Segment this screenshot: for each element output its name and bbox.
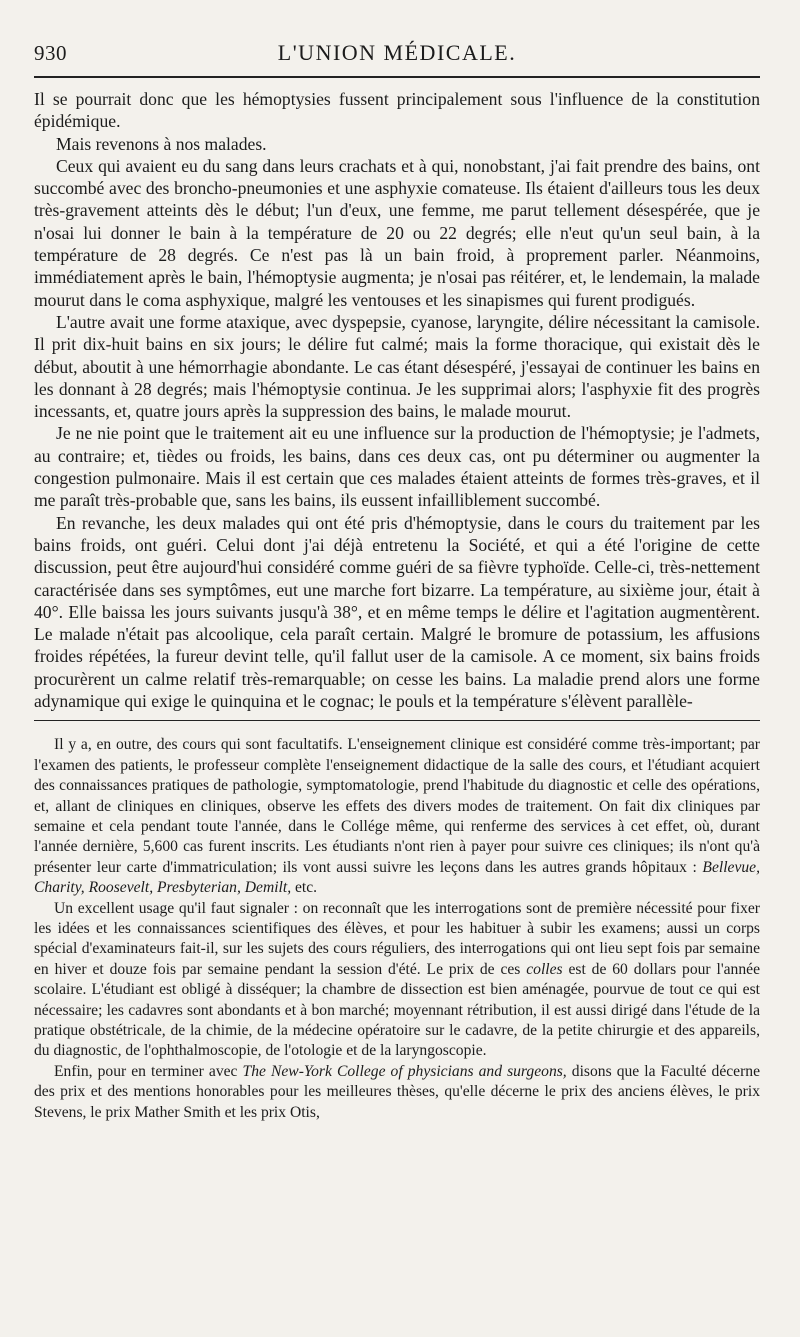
paragraph: Ceux qui avaient eu du sang dans leurs crachats et à qui, nonobstant, j'ai fait prendre des bains, ont succombé avec des broncho-pneumonies et une asphyxie comateuse. Ils étaient d'ailleurs tous les deux très-gravement atteints dès le début; l'un d'eux, une femme, me parut tellement désespérée, que je n'osai lui donner le bain à la température de 20 ou 22 degrés; elle n'eut qu'un seul bain, à la température de 28 degrés. Ce n'est pas là un bain froid, à proprement parler. Néanmoins, immédiatement après le bain, l'hémoptysie augmenta; je n'osai pas réitérer, et, le lendemain, la malade mourut dans le coma asphyxique, malgré les ventouses et les sinapismes qui furent prodigués. [34,155,760,310]
paragraph: Mais revenons à nos malades. [56,133,267,154]
paragraph: Je ne nie point que le traitement ait eu une influence sur la production de l'hémoptysie; je l'admets, au contraire; et, tièdes ou froids, les bains, dans ces deux cas, ont pu déterminer ou augmenter la congestion pulmonaire. Mais il est certain que ces malades étaient atteints de formes très-graves, et il me paraît très-probable que, sans les bains, ils eussent infailliblement succombé. [34,423,760,511]
main-text [34,88,760,712]
page-number: 930 [34,41,67,65]
header-rule [34,76,760,78]
paragraph: L'autre avait une forme ataxique, avec dyspepsie, cyanose, laryngite, délire nécessitant la camisole. Il prit dix-huit bains en six jours; le délire fut calmé; mais la forme thoracique, qui existait dès le début, aboutit à une hémorrhagie abondante. Le cas étant désespéré, j'essayai de continuer les bains en les donnant à 28 degrés; mais l'hémoptysie continua. Je les supprimai alors; l'asphyxie fit des progrès incessants, et, quatre jours après la suppression des bains, le malade mourut. [34,311,760,422]
footnote-section [34,735,760,1123]
paragraph: Il se pourrait donc que les hémoptysies fussent principalement sous l'influence de la constitution épidémique. [34,89,760,132]
footnote-text: Un excellent usage qu'il faut signaler : on reconnaît que les interrogations sont de première nécessité pour fixer les idées et les connaissances scientifiques des élèves, et pour les habituer à subir les examens; aussi un corps spécial d'examinateurs fait-il, sur les sujets des cours réguliers, des interrogations qui ont lieu sept fois par semaine en hiver et douze fois par semaine pendant la session d'été. Le prix de ces [34,899,760,978]
footnote-paragraph [34,899,760,1062]
college-name: The New-York College of physicians and surgeons, [242,1062,567,1080]
footnote-text: disons que la Faculté décerne des prix et des mentions honorables pour les meilleures thèses, qu'elle décerne le prix des anciens élèves, le prix Stevens, le prix Mather Smith et les prix Otis, [34,1062,761,1121]
footnote-text: etc. [291,879,318,897]
footnote-text: Enfin, pour en terminer avec [54,1062,243,1080]
running-title: L'UNION MÉDICALE. [277,40,517,65]
footnote-text: Il y a, en outre, des cours qui sont facultatifs. L'enseignement clinique est considéré comme très-important; par l'examen des patients, le professeur complète l'enseignement didactique de la salle des cours, et l'étudiant acquiert des connaissances pratiques de pathologie, symptomatologie, prend l'habitude du diagnostic et celle des opérations, et, allant de cliniques en cliniques, observe les effets des divers modes de traitement. On fait dix cliniques par semaine et cela pendant toute l'année, dans le Collége même, qui renferme des services à cet effet, où, durant l'année dernière, 5,600 cas furent inscrits. Les étudiants n'ont rien à payer pour suivre ces cliniques; ils n'ont qu'à présenter leur carte d'immatriculation; ils vont aussi suivre les leçons dans les autres grands hôpitaux : [34,736,760,876]
hospital-names: Bellevue, Charity, Roosevelt, Presbyterian, Demilt, [34,858,760,897]
page-header [34,40,760,74]
paragraph: En revanche, les deux malades qui ont été pris d'hémoptysie, dans le cours du traitement par les bains froids, ont guéri. Celui dont j'ai déjà entretenu la Société, et qui a été l'origine de cette discussion, peut être aujourd'hui considéré comme guéri de sa fièvre typhoïde. Celle-ci, très-nettement caractérisée dans ses symptômes, eut une marche fort bizarre. La température, au sixième jour, était à 40°. Elle baissa les jours suivants jusqu'à 38°, et en même temps le délire et l'agitation augmentèrent. Le malade n'était pas alcoolique, cela paraît certain. Malgré le bromure de potassium, les affusions froides répétées, la fureur devint telle, qu'il fallut user de la camisole. A ce moment, six bains froids procurèrent un calme relatif très-remarquable; on cesse les bains. La maladie prend alors une forme adynamique qui exige le quinquina et le cognac; le pouls et la température s'élèvent parallèle- [34,512,760,712]
document-page [34,40,760,1123]
footnote-paragraph [34,735,760,898]
footnote-rule [34,720,760,721]
italic-term: colles [526,960,563,978]
footnote-text: est de 60 dollars pour l'année scolaire. L'étudiant est obligé à disséquer; la chambre de dissection est bien aménagée, pourvue de tout ce qui est nécessaire; les cadavres sont abondants et à bon marché; moyennant rétribution, il est aussi dirigé dans l'étude de la pratique obstétricale, de la chimie, de la médecine opératoire sur le cadavre, de la petite chirurgie et des appareils, du diagnostic, de l'ophthalmoscopie, de l'otologie et de la laryngoscopie. [34,960,760,1060]
footnote-paragraph [34,1062,760,1123]
